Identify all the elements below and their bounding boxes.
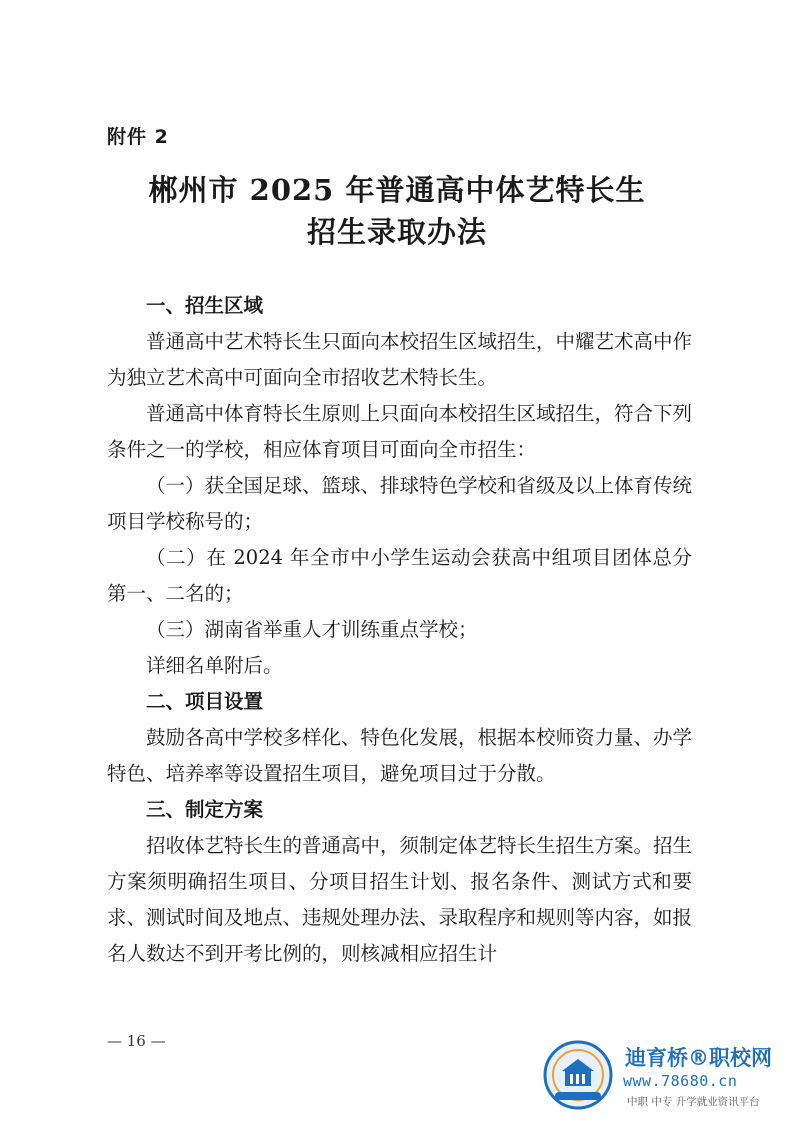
paragraph: （三）湖南省举重人才训练重点学校； bbox=[146, 618, 478, 641]
watermark-brand: 迪育桥®职校网 bbox=[625, 1046, 772, 1070]
school-logo-icon bbox=[543, 1040, 613, 1110]
paragraph: （二）在 2024 年全市中小学生运动会获高中组项目团体总分第一、二名的； bbox=[107, 546, 692, 605]
attachment-label: 附件 2 bbox=[107, 126, 169, 148]
section-heading-project-setting: 二、项目设置 bbox=[146, 690, 264, 713]
document-title-line2: 招生录取办法 bbox=[306, 215, 487, 249]
paragraph: 普通高中体育特长生原则上只面向本校招生区域招生，符合下列条件之一的学校，相应体育项目可面向全市招生： bbox=[107, 402, 693, 461]
paragraph: 详细名单附后。 bbox=[146, 654, 283, 677]
document-body bbox=[107, 288, 692, 972]
section-heading-plan: 三、制定方案 bbox=[146, 798, 264, 821]
watermark bbox=[543, 1040, 788, 1118]
paragraph: 招收体艺特长生的普通高中，须制定体艺特长生招生方案。招生方案须明确招生项目、分项目招生计划、报名条件、测试方式和要求、测试时间及地点、违规处理办法、录取程序和规则等内容，如报名人数达不到开考比例的，则核减相应招生计 bbox=[107, 834, 693, 965]
section-heading-enrollment-area: 一、招生区域 bbox=[146, 294, 264, 317]
paragraph: 鼓励各高中学校多样化、特色化发展，根据本校师资力量、办学特色、培养率等设置招生项目，避免项目过于分散。 bbox=[107, 726, 693, 785]
watermark-tagline: 中职 中专 升学就业资讯平台 bbox=[627, 1096, 760, 1108]
page-number: — 16 — bbox=[107, 1032, 166, 1050]
paragraph: （一）获全国足球、篮球、排球特色学校和省级及以上体育传统项目学校称号的； bbox=[107, 474, 693, 533]
watermark-url: www.78680.cn bbox=[623, 1072, 738, 1090]
document-title-line1: 郴州市 2025 年普通高中体艺特长生 bbox=[148, 173, 646, 207]
paragraph: 普通高中艺术特长生只面向本校招生区域招生，中耀艺术高中作为独立艺术高中可面向全市招收艺术特长生。 bbox=[107, 330, 693, 389]
